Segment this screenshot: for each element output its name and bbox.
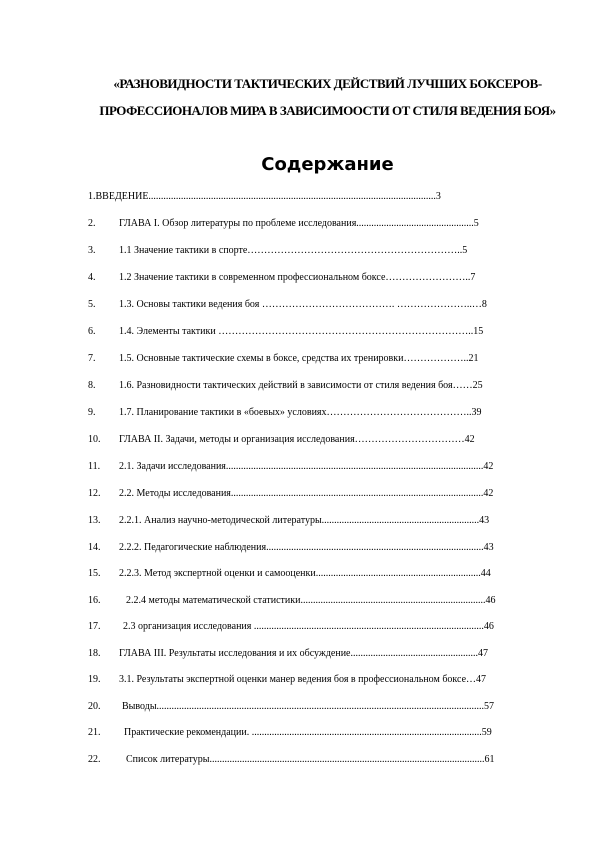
- toc-entry: [88, 754, 570, 766]
- toc-entry-text: 1.6. Разновидности тактических действий в зависимости от стиля ведения боя……25: [119, 380, 483, 391]
- toc-entry-text: 1.5. Основные тактические схемы в боксе, средства их тренировки………………..21: [119, 353, 479, 364]
- toc-entry-number: 10.: [88, 434, 101, 445]
- toc-entry-text: 2.2.2. Педагогические наблюдения.......................................................................................43: [119, 542, 494, 553]
- toc-entry: [88, 515, 562, 527]
- toc-entry-text: 2.3 организация исследования ............................................................................................46: [123, 621, 494, 632]
- toc-entry-number: 9.: [88, 407, 96, 418]
- toc-entry-number: 16.: [88, 595, 101, 606]
- document-title-line-1: «РАЗНОВИДНОСТИ ТАКТИЧЕСКИХ ДЕЙСТВИЙ ЛУЧШИХ БОКСЕРОВ-: [113, 76, 542, 91]
- toc-entry-text: Выводы...................................................................................................................................57: [122, 701, 495, 712]
- toc-entry: [88, 701, 568, 713]
- toc-entry: [88, 434, 550, 446]
- toc-entry-number: 13.: [88, 515, 101, 526]
- toc-entry-text: 2.1. Задачи исследования.......................................................................................................42: [119, 461, 494, 472]
- toc-entry-text: 2.2.4 методы математической статистики..........................................................................46: [126, 595, 496, 606]
- toc-entry: [88, 245, 545, 257]
- toc-entry-text: 2.2. Методы исследования.....................................................................................................42: [119, 488, 494, 499]
- toc-entry: [88, 727, 568, 739]
- toc-entry: [88, 407, 552, 419]
- toc-entry: [88, 326, 555, 338]
- toc-entry: [88, 621, 568, 633]
- toc-entry: [88, 353, 552, 365]
- toc-entry-text: 1.ВВЕДЕНИЕ...................................................................................................................3: [88, 191, 441, 202]
- toc-entry-text: ГЛАВА II. Задачи, методы и организация исследования……………………………42: [119, 434, 475, 445]
- toc-entry-text: 1.4. Элементы тактики …………………………………………………………………..15: [119, 326, 484, 337]
- toc-entry-number: 19.: [88, 674, 101, 685]
- toc-entry-number: 21.: [88, 727, 101, 738]
- toc-heading: Содержание: [261, 154, 394, 175]
- toc-entry-text: Список литературы..............................................................................................................61: [126, 754, 495, 765]
- document-title-line-2: ПРОФЕССИОНАЛОВ МИРА В ЗАВИСИМООСТИ ОТ СТИЛЯ ВЕДЕНИЯ БОЯ»: [99, 103, 556, 118]
- toc-entry-text: 3.1. Результаты экспертной оценки манер ведения боя в профессиональном боксе…47: [119, 674, 487, 685]
- toc-entry-text: 2.2.1. Анализ научно-методической литературы...............................................................43: [119, 515, 490, 526]
- toc-entry-text: 1.3. Основы тактики ведения боя …………………………………. …………………..…8: [119, 299, 487, 310]
- toc-entry: [88, 272, 547, 284]
- toc-entry-text: ГЛАВА III. Результаты исследования и их обсуждение...................................................47: [119, 648, 488, 659]
- toc-entry: [88, 299, 552, 311]
- toc-entry: [88, 488, 565, 500]
- toc-entry-number: 2.: [88, 218, 96, 229]
- toc-entry-number: 8.: [88, 380, 96, 391]
- toc-entry: [88, 191, 552, 203]
- toc-entry-number: 20.: [88, 701, 101, 712]
- toc-entry-number: 11.: [88, 461, 101, 472]
- toc-entry-number: 5.: [88, 299, 96, 310]
- toc-entry-number: 18.: [88, 648, 101, 659]
- toc-entry-text: 1.7. Планирование тактики в «боевых» условиях……………………………………..39: [119, 407, 482, 418]
- toc-entry-number: 4.: [88, 272, 96, 283]
- toc-entry-text: 1.1 Значение тактики в спорте………………………………………………………..5: [119, 245, 468, 256]
- toc-entry-text: 2.2.3. Метод экспертной оценки и самооценки..................................................................44: [119, 568, 491, 579]
- toc-entry-number: 7.: [88, 353, 96, 364]
- toc-entry: [88, 380, 550, 392]
- toc-entry-text: Практические рекомендации. ............................................................................................59: [124, 727, 492, 738]
- toc-entry-text: 1.2 Значение тактики в современном профессиональном боксе……………………..7: [119, 272, 476, 283]
- toc-entry-number: 22.: [88, 754, 101, 765]
- toc-entry-number: 14.: [88, 542, 101, 553]
- toc-entry: [88, 542, 562, 554]
- toc-entry: [88, 595, 568, 607]
- toc-entry: [88, 461, 565, 473]
- toc-entry-number: 6.: [88, 326, 96, 337]
- toc-entry: [88, 218, 552, 230]
- toc-entry: [88, 648, 568, 660]
- toc-entry: [88, 568, 560, 580]
- toc-entry: [88, 674, 568, 686]
- toc-entry-number: 15.: [88, 568, 101, 579]
- toc-entry-number: 12.: [88, 488, 101, 499]
- toc-entry-text: ГЛАВА I. Обзор литературы по проблеме исследования...............................................5: [119, 218, 479, 229]
- toc-entry-number: 3.: [88, 245, 96, 256]
- toc-entry-number: 17.: [88, 621, 101, 632]
